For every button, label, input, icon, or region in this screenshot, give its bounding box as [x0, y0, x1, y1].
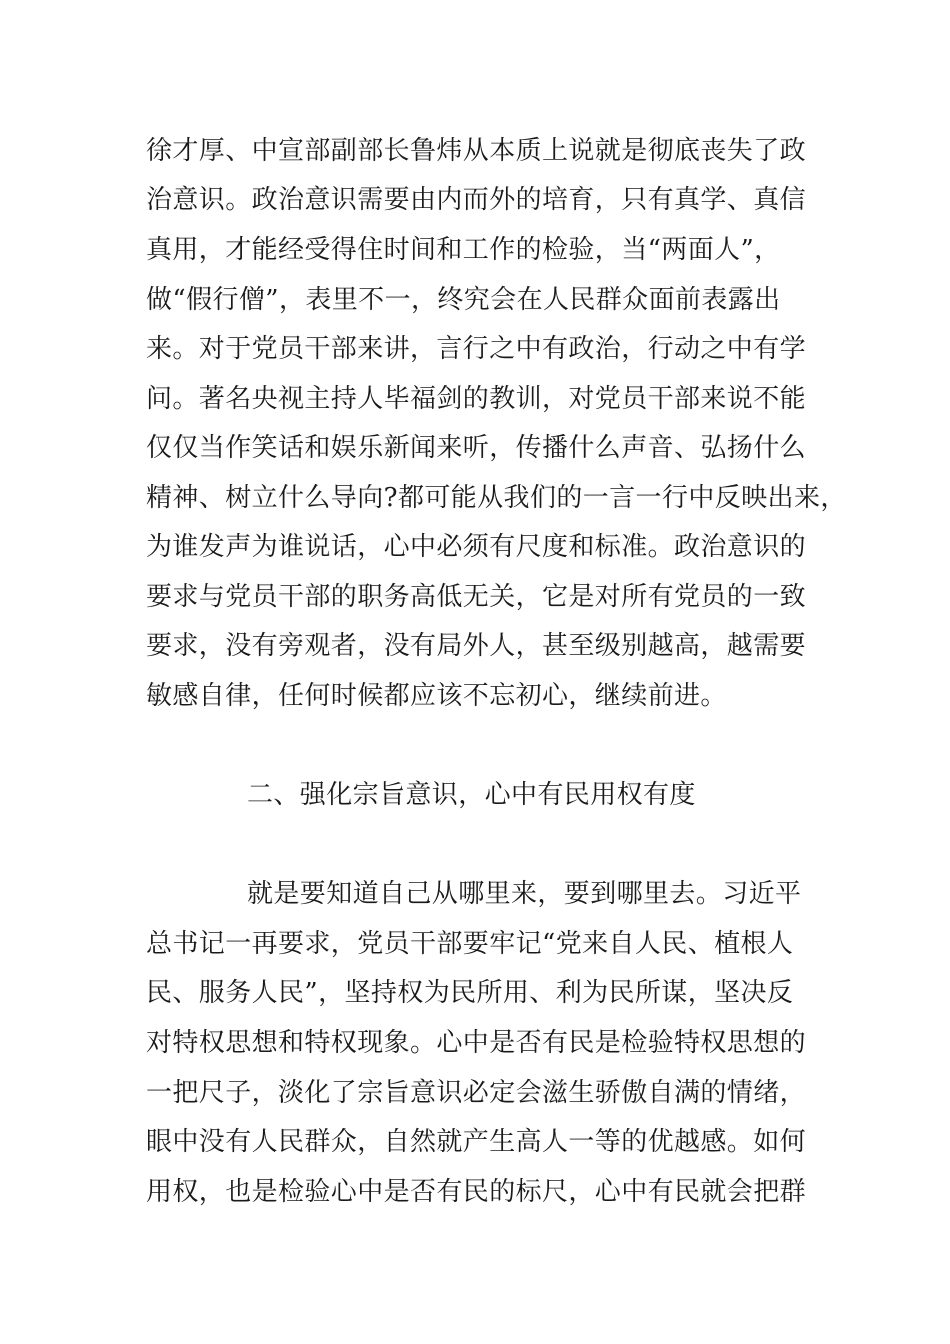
paragraph2-line-2: 总书记一再要求，党员干部要牢记“党来自人民、植根人: [146, 929, 794, 959]
paragraph2-line-7: 用权，也是检验心中是否有民的标尺，心中有民就会把群: [146, 1177, 807, 1207]
paragraph2-line-3: 民、服务人民”，坚持权为民所用、利为民所谋，坚决反: [146, 978, 794, 1008]
paragraph1-line-9: 为谁发声为谁说话，心中必须有尺度和标准。政治意识的: [146, 532, 807, 562]
paragraph1-line-1: 徐才厚、中宣部副部长鲁炜从本质上说就是彻底丧失了政: [146, 136, 807, 166]
paragraph1-line-11: 要求，没有旁观者，没有局外人，甚至级别越高，越需要: [146, 631, 807, 661]
paragraph1-line-10: 要求与党员干部的职务高低无关，它是对所有党员的一致: [146, 582, 807, 612]
paragraph1-line-3: 真用，才能经受得住时间和工作的检验，当“两面人”，: [146, 235, 781, 265]
paragraph1-line-12: 敏感自律，任何时候都应该不忘初心，继续前进。: [146, 681, 727, 711]
paragraph1-line-2: 治意识。政治意识需要由内而外的培育，只有真学、真信: [146, 185, 807, 215]
section-heading: 二、强化宗旨意识，心中有民用权有度: [247, 780, 696, 810]
paragraph2-line-6: 眼中没有人民群众，自然就产生高人一等的优越感。如何: [146, 1127, 807, 1157]
paragraph1-line-5: 来。对于党员干部来讲，言行之中有政治，行动之中有学: [146, 334, 807, 364]
paragraph2-line-5: 一把尺子，淡化了宗旨意识必定会滋生骄傲自满的情绪，: [146, 1078, 807, 1108]
paragraph2-line-4: 对特权思想和特权现象。心中是否有民是检验特权思想的: [146, 1028, 807, 1058]
paragraph1-line-4: 做“假行僧”，表里不一，终究会在人民群众面前表露出: [146, 285, 781, 315]
paragraph1-line-6: 问。著名央视主持人毕福剑的教训，对党员干部来说不能: [146, 384, 807, 414]
paragraph1-line-7: 仅仅当作笑话和娱乐新闻来听，传播什么声音、弘扬什么: [146, 433, 807, 463]
paragraph2-line-1: 就是要知道自己从哪里来，要到哪里去。习近平: [247, 879, 802, 909]
paragraph1-line-8: 精神、树立什么导向?都可能从我们的一言一行中反映出来，: [146, 483, 847, 513]
